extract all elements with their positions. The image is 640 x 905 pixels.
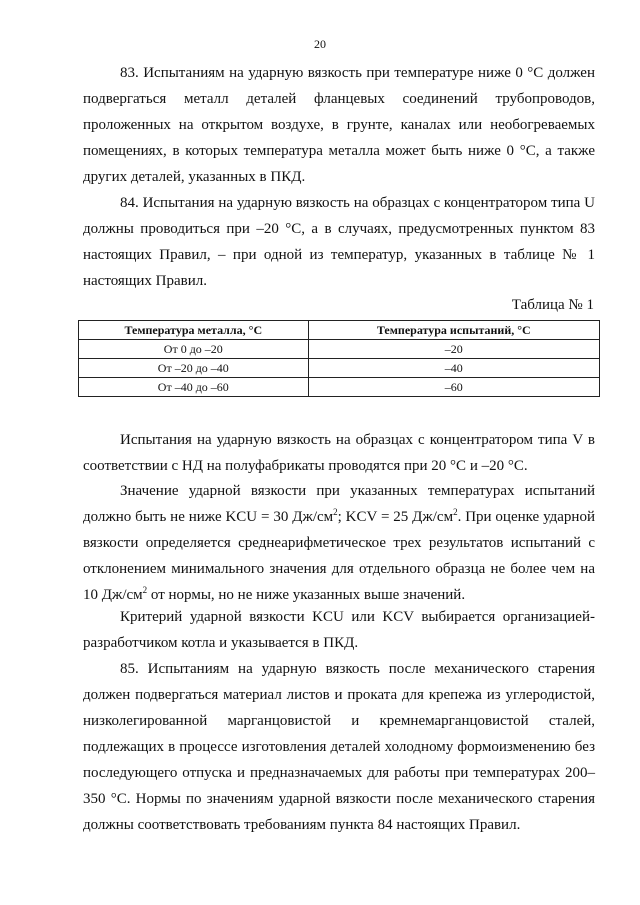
temperature-table — [78, 320, 600, 397]
paragraph-84: 84. Испытания на ударную вязкость на образцах с концентратором типа U должны проводиться при –20 °С, а в случаях, предусмотренных пунктом 83 настоящих Правил, – при одной из температур, указанных в таблице № 1 настоящих Правил. — [83, 195, 595, 289]
table-row — [79, 340, 600, 359]
paragraph-v-notch-tests: Испытания на ударную вязкость на образцах с концентратором типа V в соответствии с НД на полуфабрикаты проводятся при 20 °С и –20 °С. — [83, 432, 595, 474]
table-cell: –40 — [308, 359, 599, 378]
table-cell: –20 — [308, 340, 599, 359]
table-cell: От –40 до –60 — [79, 378, 309, 397]
table-header-row — [79, 321, 600, 340]
page-number: 20 — [314, 37, 326, 51]
superscript: 2 — [453, 507, 458, 517]
text-fragment: . При оценке ударной вязкости определяется среднеарифметическое трех результатов испытаний с отклонением минимального значения для отдельного образца не более чем на 10 Дж/см — [83, 509, 595, 603]
table-header-test-temp: Температура испытаний, °С — [308, 321, 599, 340]
superscript: 2 — [142, 585, 148, 595]
text-fragment: от нормы, но не ниже указанных выше значений. — [147, 587, 466, 603]
superscript: 2 — [333, 507, 338, 517]
paragraph-85: 85. Испытаниям на ударную вязкость после механического старения должен подвергаться материал листов и проката для крепежа из углеродистой, низколегированной марганцовистой и кремнемарганцовистой сталей, подлежащих в процессе изготовления деталей холодному формоизменению без последующего отпуска и предназначаемых для работы при температурах 200–350 °С. Нормы по значениям ударной вязкости после механического старения должны соответствовать требованиям пункта 84 настоящих Правил. — [83, 661, 595, 833]
text-fragment: Значение ударной вязкости при указанных температурах испытаний должно быть не ниже KCU = 30 Дж/см — [83, 483, 595, 525]
table-header-metal-temp: Температура металла, °С — [79, 321, 309, 340]
paragraph-impact-values — [83, 478, 595, 608]
paragraph-criterion: Критерий ударной вязкости KCU или KCV выбирается организацией-разработчиком котла и указывается в ПКД. — [83, 609, 595, 651]
text-fragment: ; KCV = 25 Дж/см — [337, 509, 454, 525]
table-row — [79, 359, 600, 378]
table-cell: От –20 до –40 — [79, 359, 309, 378]
table-cell: От 0 до –20 — [79, 340, 309, 359]
table-cell: –60 — [308, 378, 599, 397]
table-caption: Таблица № 1 — [511, 297, 594, 313]
table-row — [79, 378, 600, 397]
paragraph-83: 83. Испытаниям на ударную вязкость при температуре ниже 0 °С должен подвергаться металл деталей фланцевых соединений трубопроводов, проложенных на открытом воздухе, в грунте, каналах или необогреваемых помещениях, в которых температура металла может быть ниже 0 °С, а также других деталей, указанных в ПКД. — [83, 65, 595, 185]
